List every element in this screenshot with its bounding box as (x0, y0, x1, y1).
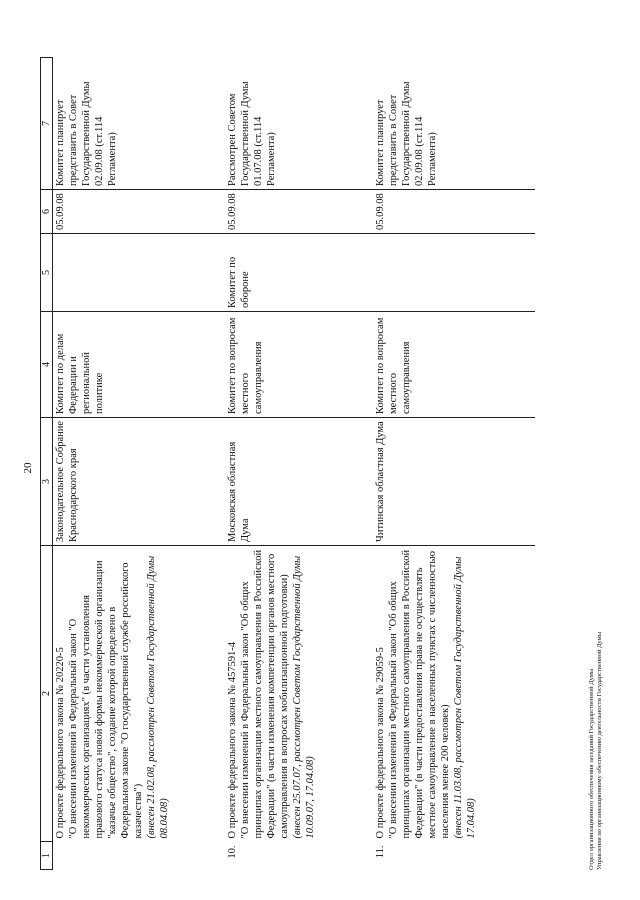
responsible-committee: Комитет по делам Федерации и региональной политике (53, 312, 225, 418)
column-header: 7 (41, 58, 53, 190)
bill-title: О проекте федерального закона № 20220-5 (55, 647, 66, 839)
bill-initiator: Читинская областная Дума (373, 418, 535, 546)
responsible-committee: Комитет по вопросам местного самоуправления (225, 312, 373, 418)
column-header: 2 (41, 546, 53, 842)
row-number (53, 842, 225, 870)
bill-description (225, 546, 373, 842)
co-committee (373, 234, 535, 312)
bill-status: Комитет планирует представить в Совет Государственной Думы 02.09.08 (ст.114 Регламента) (53, 58, 225, 190)
review-date: 05.09.08 (53, 190, 225, 234)
bill-body: "О внесении изменений в Федеральный закон "Об общих принципах организации местного самоуправления в Российской Федерации" (в части изменения компетенции органов местного самоуправления в вопросах мобилизационной подготовки) (239, 549, 290, 839)
bill-title: О проекте федерального закона № 457591-4 (226, 641, 238, 839)
rotated-document-page (20, 48, 620, 888)
row-number: 11. (374, 845, 386, 859)
bill-note: (внесен 11.03.08, рассмотрен Советом Государственной Думы 17.04.08) (452, 556, 477, 839)
bill-status: Рассмотрен Советом Государственной Думы 01.07.08 (ст.114 Регламента) (225, 58, 373, 190)
bill-note: (внесен 25.07.07, рассмотрен Советом Государственной Думы 10.09.07, 17.04.08) (291, 555, 316, 839)
page-footer (588, 632, 604, 870)
column-header: 5 (41, 234, 53, 312)
table-row (225, 58, 373, 870)
column-header: 1 (41, 842, 53, 870)
bill-description (53, 546, 225, 842)
footer-department: Отдел организационного обеспечения заседаний Государственной Думы (588, 668, 595, 870)
column-header: 4 (41, 312, 53, 418)
bills-table (40, 57, 535, 870)
footer-directorate: Управления по организационному обеспечению деятельности Государственной Думы (596, 631, 603, 870)
bill-note: (внесен 21.02.08, рассмотрен Советом Государственной Думы 08.04.08) (146, 555, 170, 839)
bill-description (373, 546, 535, 842)
bill-initiator: Московская областная Дума (225, 418, 373, 546)
column-header: 6 (41, 190, 53, 234)
review-date: 05.09.08 (225, 190, 373, 234)
bill-title: О проекте федерального закона № 29059-5 (374, 647, 386, 839)
co-committee: Комитет по обороне (225, 234, 373, 312)
review-date: 05.09.08 (373, 190, 535, 234)
page-number: 20 (22, 462, 34, 474)
table-header-row (41, 58, 53, 870)
table-row (373, 58, 535, 870)
table-row (53, 58, 225, 870)
responsible-committee: Комитет по вопросам местного самоуправления (373, 312, 535, 418)
bill-body: "О внесении изменений в Федеральный закон "О некоммерческих организациях" (в части установления правового статуса новой формы некоммерческой организации "казачье общество", создание которой определено в Федеральном законе "О государственной службе российского казачества") (68, 560, 144, 839)
bill-initiator: Законодательное Собрание Краснодарского края (53, 418, 225, 546)
co-committee (53, 234, 225, 312)
row-number: 10. (226, 845, 238, 859)
column-header: 3 (41, 418, 53, 546)
bill-status: Комитет планирует представить в Совет Государственной Думы 02.09.08 (ст.114 Регламента) (373, 58, 535, 190)
bill-body: "О внесении изменений в Федеральный закон "Об общих принципах организации местного самоуправления в Российской Федерации" (в части предоставления права не осуществлять местное самоуправление в населенных пунктах с численностью населения менее 200 человек) (387, 549, 451, 839)
